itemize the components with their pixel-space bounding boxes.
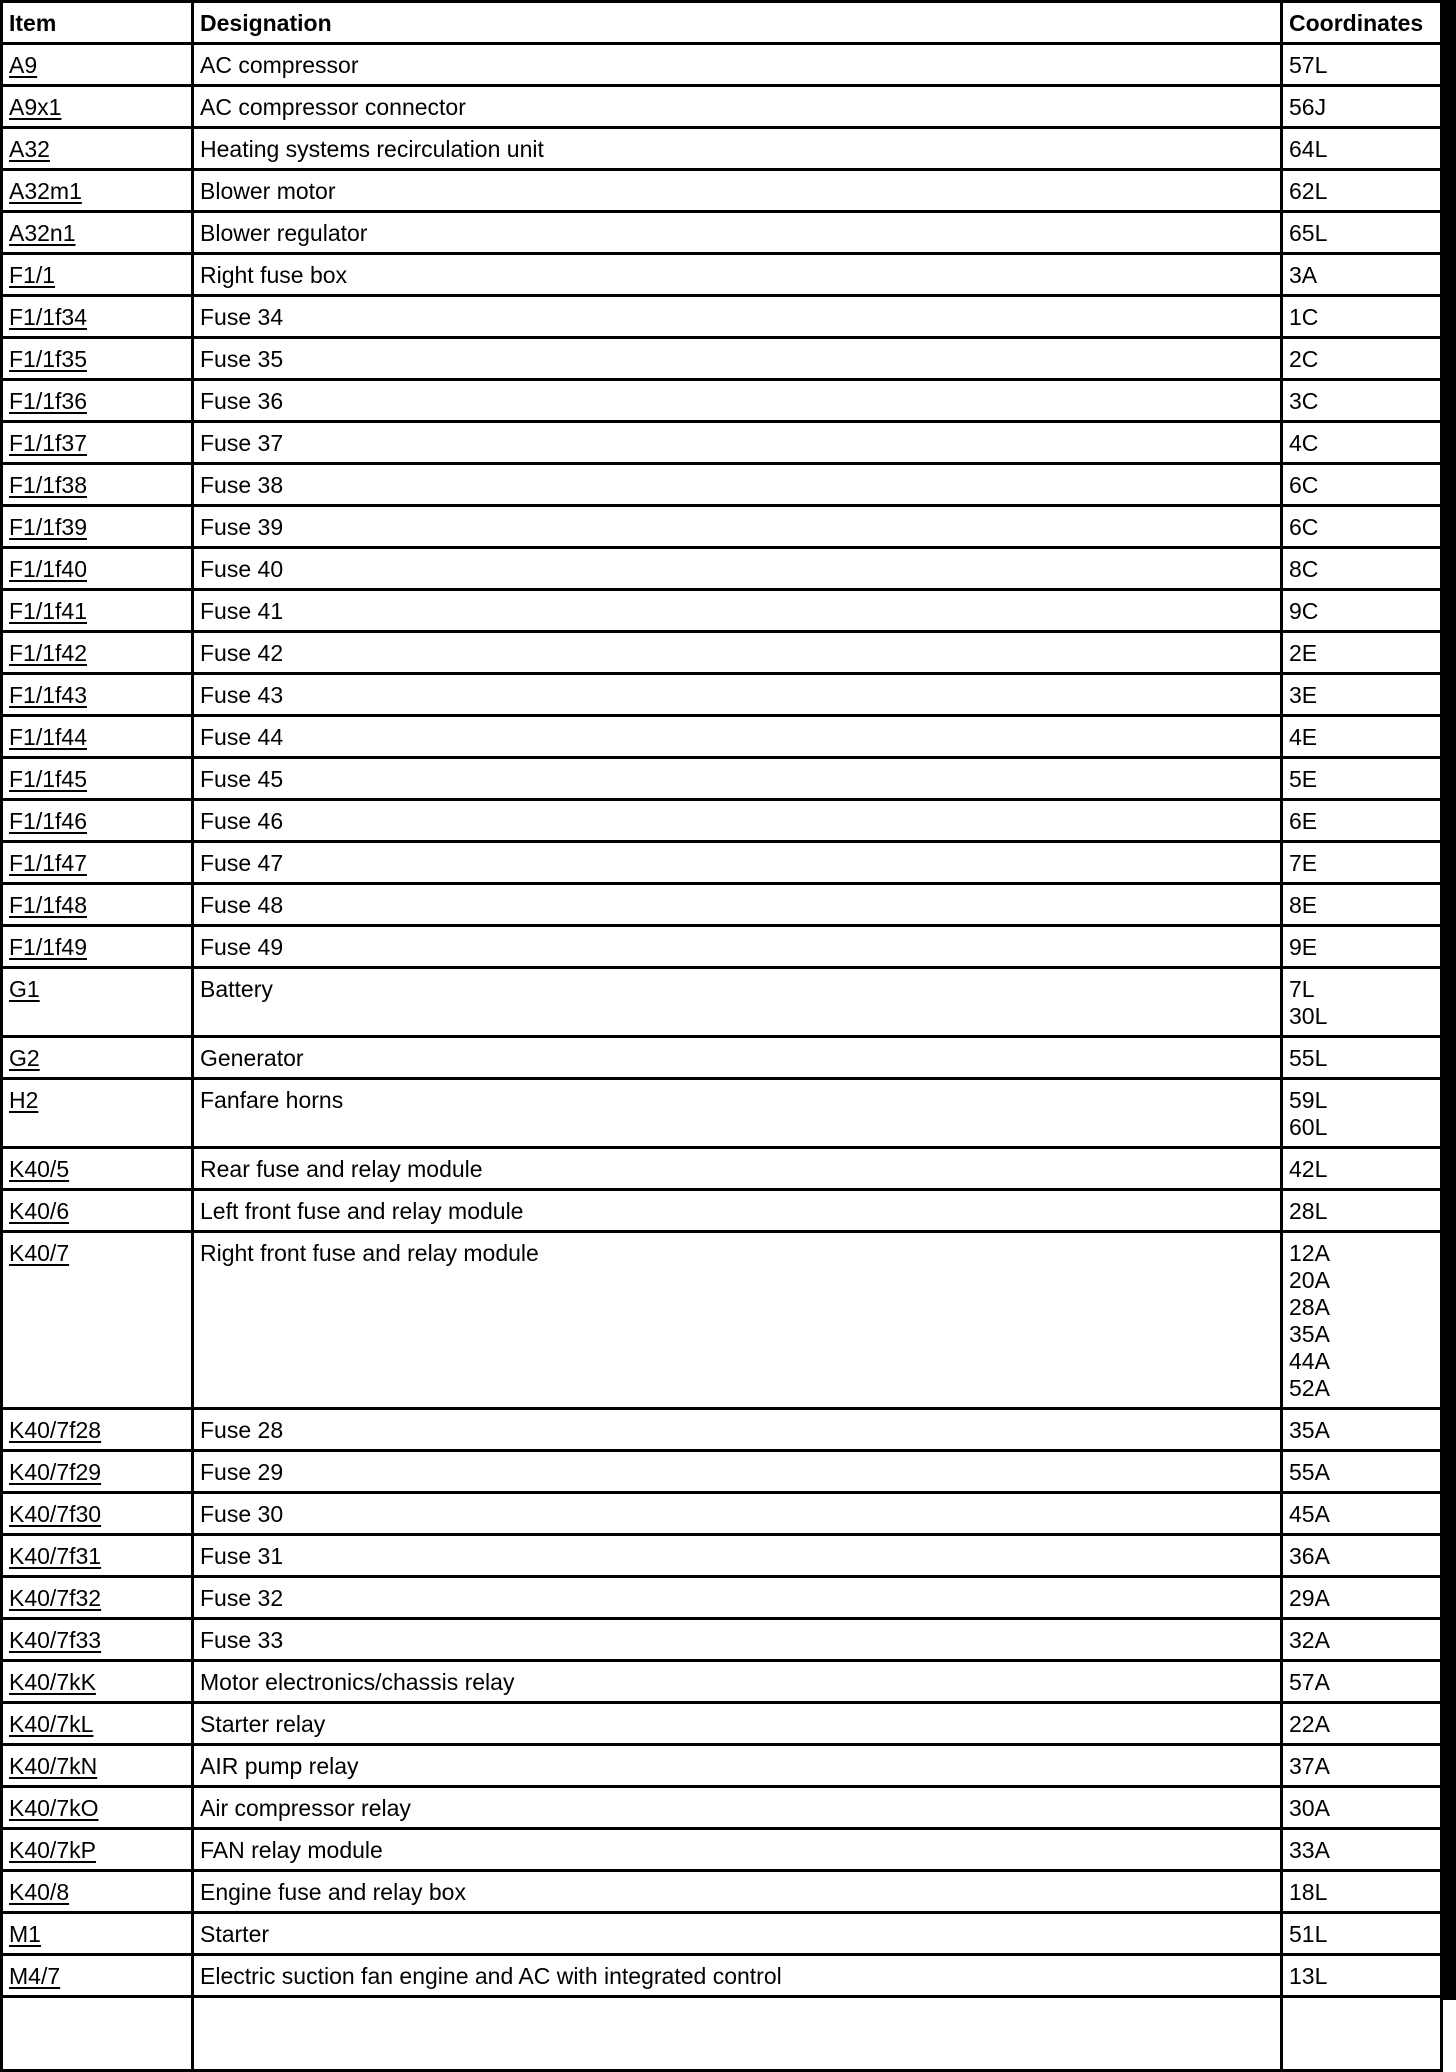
coordinates-cell (1282, 1493, 1442, 1535)
item-link[interactable]: F1/1f46 (9, 808, 87, 834)
coordinates-cell (1282, 464, 1442, 506)
item-cell (2, 1037, 193, 1079)
designation-cell: Blower motor (193, 170, 1282, 212)
coordinate-value: 51L (1289, 1921, 1328, 1947)
item-cell (2, 1787, 193, 1829)
column-header-item: Item (2, 2, 193, 44)
coordinate-value: 45A (1289, 1501, 1330, 1527)
item-cell (2, 1871, 193, 1913)
coordinate-value: 33A (1289, 1837, 1330, 1863)
designation-cell: Engine fuse and relay box (193, 1871, 1282, 1913)
coordinates-cell (1282, 1535, 1442, 1577)
table-row (2, 632, 1442, 674)
table-row (2, 926, 1442, 968)
item-cell (2, 380, 193, 422)
designation-cell: Heating systems recirculation unit (193, 128, 1282, 170)
coordinate-value: 55A (1289, 1459, 1330, 1485)
column-header-designation: Designation (193, 2, 1282, 44)
coordinates-cell (1282, 1745, 1442, 1787)
item-link[interactable]: F1/1f41 (9, 598, 87, 624)
designation-cell: Fuse 30 (193, 1493, 1282, 1535)
coordinate-value: 6C (1289, 514, 1319, 540)
item-cell (2, 170, 193, 212)
coordinates-cell (1282, 1787, 1442, 1829)
table-row (2, 884, 1442, 926)
coordinates-cell (1282, 1913, 1442, 1955)
item-cell (2, 842, 193, 884)
coordinate-value: 56J (1289, 94, 1327, 120)
table-row (2, 674, 1442, 716)
coordinate-value: 52A (1289, 1375, 1330, 1401)
table-body (2, 44, 1442, 2071)
item-cell (2, 1703, 193, 1745)
table-row (2, 1871, 1442, 1913)
item-link[interactable]: K40/7kN (9, 1753, 98, 1779)
coordinate-value: 35A (1289, 1321, 1330, 1347)
item-cell (2, 44, 193, 86)
coordinates-cell (1282, 296, 1442, 338)
coordinate-value: 35A (1289, 1417, 1330, 1443)
item-cell (2, 674, 193, 716)
table-row (2, 1409, 1442, 1451)
designation-cell: Fuse 43 (193, 674, 1282, 716)
designation-cell: Fuse 38 (193, 464, 1282, 506)
coordinates-cell (1282, 338, 1442, 380)
designation-cell: Left front fuse and relay module (193, 1190, 1282, 1232)
designation-cell: Fuse 49 (193, 926, 1282, 968)
table-row (2, 1829, 1442, 1871)
designation-cell: Fuse 44 (193, 716, 1282, 758)
table-row (2, 1037, 1442, 1079)
coordinates-cell (1282, 1190, 1442, 1232)
item-cell (2, 758, 193, 800)
coordinate-value: 37A (1289, 1753, 1330, 1779)
item-link[interactable]: K40/7f31 (9, 1543, 102, 1569)
item-cell (2, 1535, 193, 1577)
item-link[interactable]: K40/8 (9, 1879, 70, 1905)
item-link[interactable]: F1/1f37 (9, 430, 87, 456)
coordinate-value: 2E (1289, 640, 1318, 666)
item-link[interactable]: F1/1f34 (9, 304, 87, 330)
coordinate-value: 57L (1289, 52, 1328, 78)
item-link[interactable]: A9x1 (9, 94, 62, 120)
table-row (2, 212, 1442, 254)
table-row (2, 716, 1442, 758)
coordinate-value: 2C (1289, 346, 1319, 372)
table-row (2, 86, 1442, 128)
coordinate-value: 62L (1289, 178, 1328, 204)
item-link[interactable]: K40/5 (9, 1156, 70, 1182)
item-link[interactable]: F1/1f45 (9, 766, 87, 792)
designation-cell: Electric suction fan engine and AC with integrated control (193, 1955, 1282, 1997)
table-row (2, 1745, 1442, 1787)
designation-cell: Fuse 45 (193, 758, 1282, 800)
table-row (2, 842, 1442, 884)
table-row (2, 1535, 1442, 1577)
item-link[interactable]: F1/1f47 (9, 850, 87, 876)
item-link[interactable]: F1/1 (9, 262, 56, 288)
designation-cell: Generator (193, 1037, 1282, 1079)
designation-cell: Fuse 29 (193, 1451, 1282, 1493)
designation-cell: Fuse 34 (193, 296, 1282, 338)
item-cell (2, 506, 193, 548)
coordinates-cell (1282, 548, 1442, 590)
coordinate-value: 44A (1289, 1348, 1330, 1374)
item-cell (2, 1451, 193, 1493)
designation-cell: Fuse 28 (193, 1409, 1282, 1451)
item-link[interactable]: K40/7f28 (9, 1417, 102, 1443)
table-row (2, 1619, 1442, 1661)
table-row (2, 1148, 1442, 1190)
item-cell (2, 1148, 193, 1190)
designation-cell: AC compressor connector (193, 86, 1282, 128)
coordinate-value: 29A (1289, 1585, 1330, 1611)
designation-cell: Fuse 39 (193, 506, 1282, 548)
coordinates-cell (1282, 380, 1442, 422)
item-link[interactable]: K40/7kL (9, 1711, 94, 1737)
designation-cell: Fuse 41 (193, 590, 1282, 632)
coordinate-value: 9C (1289, 598, 1319, 624)
table-row (2, 590, 1442, 632)
empty-cell (1282, 1997, 1442, 2071)
coordinates-cell (1282, 212, 1442, 254)
coordinates-cell (1282, 128, 1442, 170)
table-row (2, 464, 1442, 506)
table-row (2, 1955, 1442, 1997)
item-cell (2, 1577, 193, 1619)
coordinate-value: 32A (1289, 1627, 1330, 1653)
item-cell (2, 1190, 193, 1232)
item-link[interactable]: F1/1f48 (9, 892, 87, 918)
coordinates-cell (1282, 170, 1442, 212)
coordinates-cell (1282, 1577, 1442, 1619)
item-cell (2, 1829, 193, 1871)
coordinates-cell (1282, 1079, 1442, 1148)
item-cell (2, 926, 193, 968)
item-cell (2, 128, 193, 170)
item-cell (2, 1079, 193, 1148)
designation-cell: Fuse 33 (193, 1619, 1282, 1661)
coordinates-cell (1282, 1619, 1442, 1661)
item-link[interactable]: K40/7 (9, 1240, 70, 1266)
item-link[interactable]: M1 (9, 1921, 41, 1947)
table-row (2, 254, 1442, 296)
coordinates-cell (1282, 86, 1442, 128)
coordinates-cell (1282, 422, 1442, 464)
designation-cell: Fuse 46 (193, 800, 1282, 842)
table-row (2, 1493, 1442, 1535)
item-link[interactable]: H2 (9, 1087, 39, 1113)
coordinates-cell (1282, 674, 1442, 716)
item-link[interactable]: F1/1f40 (9, 556, 87, 582)
empty-cell (2, 1997, 193, 2071)
coordinates-cell (1282, 800, 1442, 842)
item-cell (2, 632, 193, 674)
item-cell (2, 968, 193, 1037)
designation-cell: Air compressor relay (193, 1787, 1282, 1829)
table-header-row (2, 2, 1442, 44)
item-link[interactable]: F1/1f39 (9, 514, 87, 540)
item-cell (2, 86, 193, 128)
coordinate-value: 59L (1289, 1087, 1328, 1113)
designation-cell: Fuse 31 (193, 1535, 1282, 1577)
table-row (2, 506, 1442, 548)
coordinates-cell (1282, 758, 1442, 800)
coordinates-cell (1282, 632, 1442, 674)
table-row (2, 1577, 1442, 1619)
table-row (2, 1451, 1442, 1493)
item-link[interactable]: K40/6 (9, 1198, 70, 1224)
coordinate-value: 13L (1289, 1963, 1328, 1989)
item-cell (2, 1955, 193, 1997)
designation-cell: Battery (193, 968, 1282, 1037)
coordinate-value: 3E (1289, 682, 1318, 708)
designation-cell: FAN relay module (193, 1829, 1282, 1871)
table-row (2, 968, 1442, 1037)
designation-cell: AC compressor (193, 44, 1282, 86)
item-cell (2, 1619, 193, 1661)
coordinate-value: 7E (1289, 850, 1318, 876)
coordinates-cell (1282, 1661, 1442, 1703)
item-cell (2, 716, 193, 758)
designation-cell: Fuse 42 (193, 632, 1282, 674)
table-row (2, 380, 1442, 422)
item-link[interactable]: F1/1f49 (9, 934, 87, 960)
item-link[interactable]: F1/1f42 (9, 640, 87, 666)
coordinate-value: 28A (1289, 1294, 1330, 1320)
item-cell (2, 1493, 193, 1535)
item-link[interactable]: K40/7f32 (9, 1585, 102, 1611)
coordinate-value: 60L (1289, 1114, 1328, 1140)
coordinates-cell (1282, 1148, 1442, 1190)
coordinates-cell (1282, 884, 1442, 926)
item-cell (2, 800, 193, 842)
coordinate-value: 57A (1289, 1669, 1330, 1695)
coordinates-cell (1282, 1409, 1442, 1451)
table-row (2, 128, 1442, 170)
table-row (2, 800, 1442, 842)
coordinates-cell (1282, 842, 1442, 884)
item-cell (2, 884, 193, 926)
column-header-coordinates: Coordinates (1282, 2, 1442, 44)
designation-cell: Right fuse box (193, 254, 1282, 296)
designation-cell: Fuse 35 (193, 338, 1282, 380)
table-row (2, 1703, 1442, 1745)
table-row (2, 1190, 1442, 1232)
coordinate-value: 30A (1289, 1795, 1330, 1821)
item-link[interactable]: A32m1 (9, 178, 82, 204)
item-link[interactable]: G2 (9, 1045, 40, 1071)
coordinates-cell (1282, 968, 1442, 1037)
coordinate-value: 64L (1289, 136, 1328, 162)
coordinate-value: 6C (1289, 472, 1319, 498)
table-row (2, 1661, 1442, 1703)
item-cell (2, 548, 193, 590)
table-row (2, 296, 1442, 338)
coordinates-cell (1282, 1829, 1442, 1871)
designation-cell: Fuse 47 (193, 842, 1282, 884)
item-cell (2, 590, 193, 632)
designation-cell: Rear fuse and relay module (193, 1148, 1282, 1190)
coordinates-cell (1282, 44, 1442, 86)
coordinate-value: 42L (1289, 1156, 1328, 1182)
coordinate-value: 18L (1289, 1879, 1328, 1905)
table-row (2, 758, 1442, 800)
table-row (2, 1079, 1442, 1148)
table-row (2, 422, 1442, 464)
coordinate-value: 12A (1289, 1240, 1330, 1266)
coordinates-cell (1282, 254, 1442, 296)
coordinates-cell (1282, 1955, 1442, 1997)
coordinate-value: 36A (1289, 1543, 1330, 1569)
empty-cell (193, 1997, 1282, 2071)
item-cell (2, 1745, 193, 1787)
coordinate-value: 8C (1289, 556, 1319, 582)
item-cell (2, 212, 193, 254)
item-link[interactable]: M4/7 (9, 1963, 61, 1989)
item-cell (2, 254, 193, 296)
coordinates-cell (1282, 716, 1442, 758)
coordinate-value: 65L (1289, 220, 1328, 246)
item-cell (2, 1409, 193, 1451)
coordinates-cell (1282, 926, 1442, 968)
table-row (2, 44, 1442, 86)
item-link[interactable]: F1/1f36 (9, 388, 87, 414)
item-link[interactable]: K40/7kK (9, 1669, 96, 1695)
item-link[interactable]: K40/7kO (9, 1795, 99, 1821)
table-row (2, 170, 1442, 212)
coordinates-cell (1282, 590, 1442, 632)
table-row (2, 548, 1442, 590)
item-cell (2, 1913, 193, 1955)
table-row (2, 338, 1442, 380)
coordinate-value: 3A (1289, 262, 1318, 288)
coordinate-value: 5E (1289, 766, 1318, 792)
item-link[interactable]: G1 (9, 976, 40, 1002)
coordinate-value: 30L (1289, 1003, 1328, 1029)
table-row (2, 1787, 1442, 1829)
item-link[interactable]: K40/7f29 (9, 1459, 102, 1485)
designation-cell: Fuse 37 (193, 422, 1282, 464)
coordinate-value: 6E (1289, 808, 1318, 834)
coordinates-cell (1282, 1871, 1442, 1913)
coordinates-cell (1282, 1451, 1442, 1493)
item-link[interactable]: F1/1f35 (9, 346, 87, 372)
coordinate-value: 4C (1289, 430, 1319, 456)
item-link[interactable]: A9 (9, 52, 38, 78)
coordinates-cell (1282, 1703, 1442, 1745)
designation-cell: Starter relay (193, 1703, 1282, 1745)
item-link[interactable]: A32n1 (9, 220, 76, 246)
coordinate-value: 7L (1289, 976, 1315, 1002)
designation-cell: Fanfare horns (193, 1079, 1282, 1148)
item-cell (2, 1661, 193, 1703)
item-cell (2, 464, 193, 506)
item-link[interactable]: F1/1f38 (9, 472, 87, 498)
item-cell (2, 338, 193, 380)
item-link[interactable]: A32 (9, 136, 50, 162)
coordinate-value: 20A (1289, 1267, 1330, 1293)
table-row (2, 1913, 1442, 1955)
coordinates-cell (1282, 506, 1442, 548)
designation-cell: AIR pump relay (193, 1745, 1282, 1787)
coordinate-value: 55L (1289, 1045, 1328, 1071)
designation-cell: Fuse 32 (193, 1577, 1282, 1619)
empty-table-row (2, 1997, 1442, 2071)
coordinate-value: 1C (1289, 304, 1319, 330)
right-edge-border (1440, 0, 1456, 2000)
item-link[interactable]: K40/7f30 (9, 1501, 102, 1527)
item-link[interactable]: K40/7kP (9, 1837, 96, 1863)
item-link[interactable]: F1/1f44 (9, 724, 87, 750)
designation-cell: Fuse 40 (193, 548, 1282, 590)
coordinate-value: 8E (1289, 892, 1318, 918)
item-link[interactable]: K40/7f33 (9, 1627, 102, 1653)
designation-cell: Motor electronics/chassis relay (193, 1661, 1282, 1703)
item-cell (2, 296, 193, 338)
table-row (2, 1232, 1442, 1409)
designation-cell: Starter (193, 1913, 1282, 1955)
designation-cell: Right front fuse and relay module (193, 1232, 1282, 1409)
designation-cell: Blower regulator (193, 212, 1282, 254)
coordinate-value: 28L (1289, 1198, 1328, 1224)
designation-cell: Fuse 36 (193, 380, 1282, 422)
coordinate-value: 9E (1289, 934, 1318, 960)
coordinate-value: 22A (1289, 1711, 1330, 1737)
coordinates-cell (1282, 1232, 1442, 1409)
item-cell (2, 1232, 193, 1409)
coordinates-cell (1282, 1037, 1442, 1079)
coordinate-value: 4E (1289, 724, 1318, 750)
designation-cell: Fuse 48 (193, 884, 1282, 926)
item-cell (2, 422, 193, 464)
coordinate-value: 3C (1289, 388, 1319, 414)
item-link[interactable]: F1/1f43 (9, 682, 87, 708)
